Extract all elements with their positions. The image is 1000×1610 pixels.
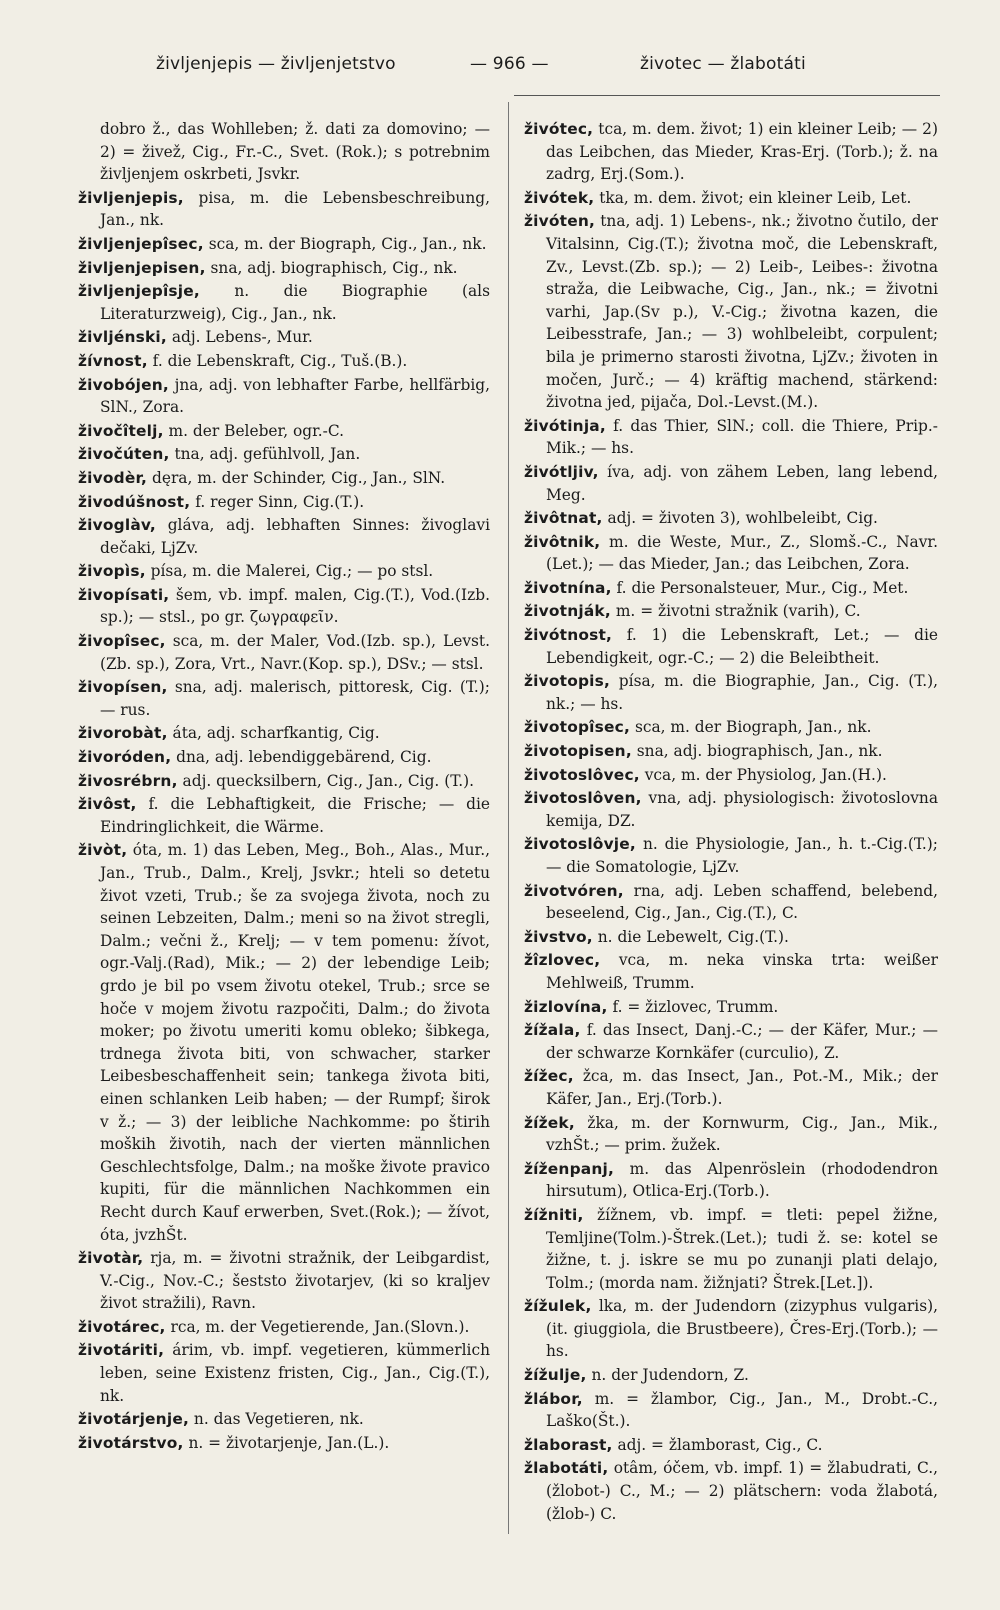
left-column	[78, 118, 490, 1455]
running-head-right: životec — žlabotáti	[640, 54, 806, 74]
dictionary-entry	[78, 374, 490, 419]
dictionary-entry	[78, 326, 490, 349]
dictionary-entry	[524, 740, 938, 763]
dictionary-entry	[78, 630, 490, 675]
headword: životáriti,	[78, 1341, 165, 1360]
dictionary-entry	[524, 187, 938, 210]
dictionary-entry	[524, 1364, 938, 1387]
entry-definition: jna, adj. von lebhafter Farbe, hellfärbig, SlN., Zora.	[100, 375, 490, 417]
entry-definition: adj. quecksilbern, Cig., Jan., Cig. (T.).	[182, 771, 474, 790]
headword: životárjenje,	[78, 1410, 190, 1429]
entry-definition: f. reger Sinn, Cig.(T.).	[195, 492, 365, 511]
headword: živòt,	[78, 841, 128, 860]
dictionary-entry	[524, 1434, 938, 1457]
entry-definition: f. 1) die Lebenskraft, Let.; — die Lebendigkeit, ogr.-C.; — 2) die Beleibtheit.	[546, 626, 938, 667]
entry-definition: n. die Lebewelt, Cig.(T.).	[597, 927, 789, 946]
headword: žíženpanj,	[524, 1159, 615, 1178]
headword: živodèr,	[78, 468, 148, 487]
headword: živorobàt,	[78, 724, 168, 743]
entry-definition: n. die Biographie (als Literaturzweig), Cig., Jan., nk.	[100, 282, 490, 323]
headword: živôtnat,	[524, 509, 603, 528]
entry-definition: sna, adj. biographisch, Jan., nk.	[636, 742, 883, 761]
entry-definition: f. das Thier, SlN.; coll. die Thiere, Prip.-Mik.; — hs.	[546, 416, 938, 458]
dictionary-entry	[78, 280, 490, 325]
entry-definition: písa, m. die Malerei, Cig.; — po stsl.	[150, 562, 434, 581]
dictionary-entry	[524, 1065, 938, 1110]
entry-definition: íva, adj. von zähem Leben, lang lebend, Meg.	[546, 462, 938, 504]
headword: živoglàv,	[78, 516, 156, 535]
entry-definition: vca, m. der Physiolog, Jan.(H.).	[644, 765, 887, 784]
headword: živótec,	[524, 120, 594, 138]
dictionary-entry	[78, 1432, 490, 1455]
header-rule	[514, 95, 940, 96]
dictionary-entry	[524, 624, 938, 669]
entry-definition: adj. = žlamborast, Cig., C.	[617, 1435, 823, 1454]
entry-definition: sca, m. der Biograph, Cig., Jan., nk.	[208, 234, 487, 253]
entry-definition: gláva, adj. lebhaften Sinnes: živoglavi dečaki, LjZv.	[100, 516, 490, 557]
headword: životnína,	[524, 578, 612, 597]
dictionary-entry	[524, 531, 938, 576]
dictionary-entry	[524, 1295, 938, 1363]
entry-definition: tca, m. dem. život; 1) ein kleiner Leib; — 2) das Leibchen, das Mieder, Kras-Erj. (Torb.); ž. na zadrg, Erj.(Som.).	[546, 120, 938, 184]
headword: žížek,	[524, 1113, 575, 1132]
headword: životoslôvje,	[524, 835, 636, 854]
dictionary-entry	[78, 560, 490, 583]
dictionary-entry	[78, 257, 490, 280]
entry-definition: otâm, óčem, vb. impf. 1) = žlabudrati, C., (žlobot-) C., M.; — 2) plätschern: voda žlabotá, (žlob-) C.	[546, 1459, 938, 1523]
entry-definition: šem, vb. impf. malen, Cig.(T.), Vod.(Izb. sp.); — stsl., po gr. ζωγραφεῖν.	[100, 585, 490, 627]
dictionary-entry	[78, 770, 490, 793]
dictionary-entry	[524, 670, 938, 715]
headword: žížala,	[524, 1021, 581, 1040]
dictionary-entry	[78, 746, 490, 769]
headword: životárec,	[78, 1317, 166, 1336]
entry-definition: adj. Lebens-, Mur.	[171, 328, 313, 347]
dictionary-entry	[78, 1247, 490, 1315]
dictionary-entry	[78, 1339, 490, 1407]
headword: žívnost,	[78, 351, 148, 370]
dictionary-entry	[78, 233, 490, 256]
entry-definition: žca, m. das Insect, Jan., Pot.-M., Mik.; der Käfer, Jan., Erj.(Torb.).	[546, 1067, 938, 1108]
headword: živopîsec,	[78, 632, 166, 651]
dictionary-entry	[78, 491, 490, 514]
dictionary-entry	[78, 839, 490, 1246]
entry-definition: m. die Weste, Mur., Z., Slomš.-C., Navr.(Let.); — das Mieder, Jan.; das Leibchen, Zora.	[546, 532, 938, 574]
entry-definition: tna, adj. gefühlvoll, Jan.	[174, 445, 361, 464]
dictionary-entry	[78, 443, 490, 466]
entry-definition: m. der Beleber, ogr.-C.	[168, 421, 344, 440]
headword: živôtnik,	[524, 532, 601, 551]
headword: živôst,	[78, 795, 137, 814]
dictionary-entry	[524, 1019, 938, 1064]
headword: žlaborast,	[524, 1435, 613, 1454]
entry-definition: žka, m. der Kornwurm, Cig., Jan., Mik., vzhŠt.; — prim. žužek.	[546, 1113, 938, 1155]
entry-definition: dobro ž., das Wohlleben; ž. dati za domovino; — 2) = živež, Cig., Fr.-C., Svet. (Rok.); s potrebnim življenjem oskrbeti, Jsvkr.	[100, 120, 490, 184]
entry-definition: pisa, m. die Lebensbeschreibung, Jan., nk.	[100, 188, 490, 230]
headword: životárstvo,	[78, 1433, 184, 1452]
headword: živodúšnost,	[78, 492, 191, 511]
running-head	[0, 54, 1000, 86]
column-divider	[508, 102, 509, 1534]
headword: živótnost,	[524, 626, 613, 645]
dictionary-entry	[78, 187, 490, 232]
dictionary-entry	[524, 716, 938, 739]
entry-definition: f. die Lebhaftigkeit, die Frische; — die Eindringlichkeit, die Wärme.	[100, 795, 490, 836]
headword: žlábor,	[524, 1389, 583, 1408]
headword: životoslôven,	[524, 789, 642, 808]
headword: živosrébrn,	[78, 771, 178, 790]
entry-definition: vca, m. neka vinska trta: weißer Mehlweiß, Trumm.	[546, 951, 938, 992]
entry-definition: sna, adj. biographisch, Cig., nk.	[210, 258, 458, 277]
headword: živopísen,	[78, 678, 168, 697]
headword: životopis,	[524, 672, 611, 691]
dictionary-entry	[524, 833, 938, 878]
dictionary-entry	[524, 1388, 938, 1433]
headword: živóten,	[524, 212, 596, 231]
dictionary-entry	[524, 461, 938, 506]
dictionary-entry	[524, 996, 938, 1019]
dictionary-entry	[78, 1316, 490, 1339]
dictionary-entry	[78, 793, 490, 838]
dictionary-entry	[78, 420, 490, 443]
headword: živopísati,	[78, 585, 170, 604]
dictionary-entry	[78, 722, 490, 745]
entry-definition: f. = žizlovec, Trumm.	[612, 997, 779, 1016]
entry-definition: n. der Judendorn, Z.	[591, 1366, 749, 1385]
headword: živstvo,	[524, 927, 593, 946]
headword: žîzlovec,	[524, 951, 601, 970]
entry-definition: m. = životni stražnik (varih), C.	[615, 602, 861, 621]
headword: životopîsec,	[524, 718, 631, 737]
entry-definition: vna, adj. physiologisch: životoslovna kemija, DZ.	[546, 789, 938, 830]
entry-definition: sca, m. der Biograph, Jan., nk.	[634, 718, 872, 737]
entry-definition: rca, m. der Vegetierende, Jan.(Slovn.).	[170, 1317, 470, 1336]
dictionary-entry	[524, 949, 938, 994]
dictionary-entry	[524, 577, 938, 600]
headword: žížniti,	[524, 1205, 584, 1224]
dictionary-entry	[524, 118, 938, 186]
dictionary-entry	[78, 467, 490, 490]
headword: živoróden,	[78, 748, 172, 767]
dictionary-entry	[524, 787, 938, 832]
entry-definition: sna, adj. malerisch, pittoresk, Cig. (T.); — rus.	[100, 678, 490, 719]
page-number: — 966 —	[470, 54, 549, 74]
dictionary-entry	[78, 350, 490, 373]
entry-definition: dęra, m. der Schinder, Cig., Jan., SlN.	[151, 468, 446, 487]
headword: živopìs,	[78, 562, 146, 581]
dictionary-entry	[524, 415, 938, 460]
entry-definition: sca, m. der Maler, Vod.(Izb. sp.), Levst.(Zb. sp.), Zora, Vrt., Navr.(Kop. sp.), DSv.; — stsl.	[100, 632, 490, 673]
dictionary-entry	[524, 926, 938, 949]
entry-definition: dna, adj. lebendiggebärend, Cig.	[176, 748, 432, 767]
headword: življenjepîsec,	[78, 234, 204, 253]
headword: žizlovína,	[524, 997, 608, 1016]
dictionary-entry	[78, 514, 490, 559]
entry-definition: f. die Personalsteuer, Mur., Cig., Met.	[616, 578, 909, 597]
dictionary-entry	[78, 584, 490, 629]
entry-definition: m. das Alpenröslein (rhododendron hirsutum), Otlica-Erj.(Torb.).	[546, 1159, 938, 1201]
entry-definition: lka, m. der Judendorn (zizyphus vulgaris), (it. giuggiola, die Brustbeere), Čres-Erj.(Torb.); — hs.	[546, 1297, 938, 1361]
dictionary-entry	[78, 676, 490, 721]
entry-definition: rja, m. = životni stražnik, der Leibgardist, V.-Cig., Nov.-C.; šeststo životarjev, (ki so kraljev život stražili), Ravn.	[100, 1249, 490, 1313]
headword: živočúten,	[78, 445, 170, 464]
entry-definition: tna, adj. 1) Lebens-, nk.; životno čutilo, der Vitalsinn, Cig.(T.); životna moč, die Lebenskraft, Zv., Levst.(Zb. sp.); — 2) Leib-, Leibes-: životna straža, die Leibwache, Cig., Jan., nk.; = životni varhi, Jap.(Sv p.), V.-Cig.; životna kazen, die Leibesstrafe, Jan.; — 3) wohlbeleibt, corpulent; bila je primerno starosti životna, LjZv.; životen in močen, Jurč.; — 4) kräftig machend, stärkend: životna jed, pijača, Dol.-Levst.(M.).	[546, 212, 938, 412]
dictionary-entry	[524, 764, 938, 787]
dictionary-entry	[524, 210, 938, 413]
headword: živočîtelj,	[78, 421, 164, 440]
right-column	[524, 118, 938, 1526]
dictionary-entry	[524, 1112, 938, 1157]
headword: življenjepis,	[78, 188, 184, 207]
entry-definition: adj. = životen 3), wohlbeleibt, Cig.	[607, 509, 878, 528]
dictionary-entry	[78, 1408, 490, 1431]
headword: životvóren,	[524, 881, 624, 900]
headword: življénski,	[78, 328, 167, 347]
dictionary-entry	[524, 1158, 938, 1203]
entry-definition: árim, vb. impf. vegetieren, kümmerlich leben, seine Existenz fristen, Cig., Jan., Cig.(T.), nk.	[100, 1341, 490, 1405]
entry-definition: tka, m. dem. život; ein kleiner Leib, Let.	[599, 188, 912, 207]
headword: živótljiv,	[524, 462, 599, 481]
entry-definition: áta, adj. scharfkantig, Cig.	[172, 724, 380, 743]
dictionary-entry	[524, 507, 938, 530]
entry-definition: žížnem, vb. impf. = tleti: pepel žižne, Temljine(Tolm.)-Štrek.(Let.); tudi ž. se: kotel se žižne, t. j. iskre se mu po zunanji plati delajo, Tolm.; (morda nam. žižnjati? Štrek.[Let.]).	[546, 1205, 938, 1292]
running-head-left: življenjepis — življenjetstvo	[156, 54, 396, 74]
headword: životopisen,	[524, 742, 632, 761]
headword: životàr,	[78, 1249, 144, 1268]
dictionary-entry	[524, 1204, 938, 1294]
headword: životnják,	[524, 602, 611, 621]
entry-definition: n. = životarjenje, Jan.(L.).	[188, 1433, 390, 1452]
headword: živótinja,	[524, 416, 606, 435]
dictionary-entry	[78, 118, 490, 186]
entry-definition: písa, m. die Biographie, Jan., Cig. (T.), nk.; — hs.	[546, 672, 938, 713]
entry-definition: f. das Insect, Danj.-C.; — der Käfer, Mur.; — der schwarze Kornkäfer (curculio), Z.	[546, 1021, 938, 1062]
headword: žížulje,	[524, 1366, 587, 1385]
entry-definition: n. die Physiologie, Jan., h. t.-Cig.(T.); — die Somatologie, LjZv.	[546, 835, 938, 876]
headword: žlabotáti,	[524, 1459, 609, 1478]
dictionary-entry	[524, 600, 938, 623]
dictionary-entry	[524, 1457, 938, 1525]
entry-definition: n. das Vegetieren, nk.	[193, 1410, 364, 1429]
headword: živótek,	[524, 188, 595, 207]
headword: življenjepisen,	[78, 258, 206, 277]
headword: žížulek,	[524, 1297, 592, 1316]
headword: življenjepîsje,	[78, 282, 200, 301]
entry-definition: rna, adj. Leben schaffend, belebend, beseelend, Cig., Jan., Cig.(T.), C.	[546, 881, 938, 923]
headword: životoslôvec,	[524, 765, 640, 784]
headword: živobójen,	[78, 375, 169, 394]
headword: žížec,	[524, 1067, 574, 1086]
dictionary-entry	[524, 880, 938, 925]
entry-definition: óta, m. 1) das Leben, Meg., Boh., Alas., Mur., Jan., Trub., Dalm., Krelj, Jsvkr.; hteli so detetu život vzeti, Trub.; še za svojega života, noch zu seinen Lebzeiten, Dalm.; meni so na život stregli, Dalm.; večni ž., Krelj; — v tem pomenu: žívot, ogr.-Valj.(Rad), Mik.; — 2) der lebendige Leib; grdo je bil po vsem životu otekel, Trub.; srce se hoče v mojem životu razpočiti, Dalm.; do života moker; po životu umeriti komu obleko; šibkega, trdnega života biti, von schwacher, starker Leibesbeschaffenheit sein; tankega života biti, einen schlanken Leib haben; — der Rumpf; širok v ž.; — 3) der leibliche Nachkomme: po štirih moških životih, nach der vierten männlichen Geschlechtsfolge, Dalm.; na moške živote pravico kupiti, für die männlichen Nachkommen ein Recht durch Kauf erwerben, Svet.(Rok.); — žívot, óta, jvzhŠt.	[100, 841, 490, 1244]
entry-definition: m. = žlambor, Cig., Jan., M., Drobt.-C., Laško(Št.).	[546, 1389, 938, 1431]
entry-definition: f. die Lebenskraft, Cig., Tuš.(B.).	[152, 351, 408, 370]
